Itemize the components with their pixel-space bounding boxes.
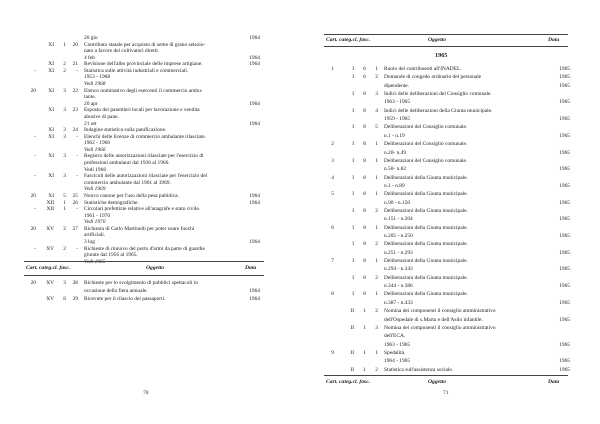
- entry-desc: Deliberazioni del Consiglio comunale.: [384, 141, 468, 148]
- entry-c3: 1: [363, 349, 366, 356]
- entry-c2: II: [350, 324, 354, 331]
- entry-desc: n.294 - n.343: [384, 266, 413, 273]
- entry-c2: XV: [46, 245, 54, 252]
- entry-c3: 6: [363, 74, 366, 81]
- entry-c4: 2: [375, 366, 378, 373]
- entry-desc: Deliberazioni del Consiglio comunale.: [384, 124, 468, 131]
- entry-desc: Deliberazioni della Giunta municipale.: [384, 207, 468, 214]
- entry-c4: 28: [72, 280, 78, 286]
- entry-c2: XV: [46, 296, 54, 302]
- entry-c4: 22: [72, 87, 78, 94]
- entry-c4: -: [76, 153, 78, 160]
- entry-c4: 1: [375, 291, 378, 298]
- entry-date: 1965: [559, 116, 570, 123]
- entry-desc: n.20- n.49: [384, 149, 407, 156]
- entry-c2: I: [352, 241, 354, 248]
- entry-desc: Vedi 1968: [84, 81, 106, 88]
- entry-c4: 1: [375, 349, 378, 356]
- entry-desc: 1963 - 1965: [384, 99, 411, 106]
- entry-desc: 20 giu: [84, 35, 98, 41]
- entry-c1: 4: [331, 174, 334, 181]
- right-header-rule-bottom: [324, 46, 568, 47]
- entry-c1: 5: [331, 191, 334, 198]
- entry-c1: -: [34, 173, 36, 180]
- entry-desc: Ruolo dei contribuenti all'INADEL.: [384, 66, 462, 72]
- entry-c4: 1: [375, 157, 378, 164]
- entry-date: 1964: [249, 192, 260, 199]
- entry-date: 1965: [559, 249, 570, 256]
- entry-date: 1965: [559, 341, 570, 348]
- entry-desc: Indici delle deliberazioni della Giunta municipale.: [384, 107, 493, 114]
- entry-desc: Deliberazioni della Giunta municipale.: [384, 241, 468, 248]
- entry-desc: n.50- n.82: [384, 166, 407, 173]
- entry-desc: Domande di congedo ordinario del personale: [384, 74, 482, 81]
- year-heading: 1965: [435, 52, 448, 59]
- entry-date: 1965: [559, 233, 570, 239]
- entry-date: 1965: [559, 299, 570, 306]
- entry-c1: 2: [331, 141, 334, 148]
- entry-c3: 2: [63, 225, 66, 232]
- left-header-rule-top: [24, 261, 264, 262]
- entry-desc: 1964 - 1965: [384, 358, 411, 365]
- entry-c3: 8: [363, 141, 366, 148]
- entry-c4: 26: [72, 199, 78, 206]
- entry-c2: I: [352, 174, 354, 181]
- entry-desc: n.151 - n.204: [384, 216, 413, 223]
- entry-c2: XI: [48, 107, 54, 114]
- entry-c3: 8: [63, 296, 66, 302]
- entry-c1: 20: [30, 192, 36, 199]
- entry-c2: I: [352, 74, 354, 81]
- entry-c3: 2: [63, 67, 66, 74]
- entry-c2: XI: [48, 133, 54, 140]
- entry-c4: 25: [72, 192, 78, 199]
- entry-desc: Deliberazioni della Giunta municipale.: [384, 274, 468, 281]
- right-header-data: Data: [548, 37, 560, 43]
- page-number-left: 70: [143, 390, 149, 396]
- entry-c3: 8: [363, 291, 366, 298]
- entry-c1: 1: [331, 66, 334, 72]
- left-header-data: Data: [245, 265, 257, 271]
- entry-c3: 8: [363, 274, 366, 281]
- entry-desc: 21 ott: [84, 120, 97, 127]
- entry-c2: I: [352, 91, 354, 98]
- entry-date: 1965: [559, 199, 570, 206]
- entry-desc: giurate dal 1956 al 1965.: [84, 252, 138, 259]
- entry-desc: 1953 - 1968: [84, 74, 111, 81]
- entry-c3: 1: [363, 308, 366, 315]
- entry-c3: 3: [63, 107, 66, 114]
- entry-desc: Registro delle autorizzazioni rilasciate per l'esercizio di: [84, 153, 204, 160]
- entry-desc: Richieste di rinnovo del porto d'armi da parte di guardie: [84, 245, 205, 252]
- entry-c1: 20: [30, 225, 36, 232]
- entry-desc: n.387 - n.433: [384, 299, 413, 306]
- entry-desc: n.90 - n.150: [384, 199, 411, 206]
- entry-c4: 3: [375, 324, 378, 331]
- entry-c3: 2: [63, 245, 66, 252]
- entry-c2: I: [352, 124, 354, 131]
- entry-desc: Deliberazioni della Giunta municipale.: [384, 191, 468, 198]
- entry-date: 1965: [559, 66, 570, 72]
- entry-desc: 1962 - 1966: [84, 140, 111, 147]
- entry-c3: 1: [63, 41, 66, 48]
- entry-c2: II: [350, 308, 354, 315]
- entry-c1: -: [34, 245, 36, 252]
- entry-c2: I: [352, 224, 354, 231]
- entry-c4: 1: [375, 258, 378, 265]
- entry-date: 1965: [559, 132, 570, 139]
- entry-c1: -: [34, 67, 36, 74]
- entry-desc: nato a favore dei coltivatori diretti.: [84, 48, 160, 55]
- entry-c3: 8: [363, 124, 366, 131]
- entry-desc: dell'ECA.: [384, 333, 406, 340]
- entry-c4: 2: [375, 274, 378, 281]
- entry-desc: dipendente.: [384, 82, 409, 89]
- entry-c4: 20: [72, 41, 78, 48]
- entry-c2: I: [352, 291, 354, 298]
- entry-date: 1964: [249, 100, 260, 107]
- entry-c2: XII: [46, 206, 54, 213]
- entry-c2: XII: [46, 199, 54, 206]
- entry-c4: 24: [72, 127, 78, 134]
- entry-desc: Spedalità.: [384, 349, 406, 356]
- entry-desc: n.1 - n.19: [384, 132, 405, 139]
- entry-desc: Ricevute per il rilascio dei passaporti.: [84, 296, 166, 302]
- page-number-right: 71: [443, 390, 449, 396]
- entry-desc: Vedi 1970: [84, 219, 106, 226]
- entry-c3: 1: [63, 206, 66, 213]
- entry-date: 1965: [559, 266, 570, 273]
- entry-desc: Elenco nominativo degli esercenti il commercio ambu-: [84, 87, 203, 94]
- entry-c4: 2: [375, 74, 378, 81]
- left-header-cart: Cart. categ.cl. fasc.: [26, 265, 71, 271]
- entry-date: 1964: [249, 296, 260, 302]
- entry-date: 1965: [559, 182, 570, 189]
- entry-c3: 5: [63, 192, 66, 199]
- entry-c4: -: [76, 133, 78, 140]
- entry-date: 1964: [249, 120, 260, 127]
- entry-c4: -: [76, 67, 78, 74]
- entry-desc: Vedi 1966: [84, 166, 107, 173]
- entry-c3: 8: [363, 224, 366, 231]
- entry-desc: Vedi 1969: [84, 186, 106, 193]
- entry-desc: Deliberazioni del Consiglio comunale.: [384, 157, 468, 164]
- right-header-rule-top: [324, 34, 568, 35]
- entry-c2: XI: [48, 127, 54, 134]
- entry-c2: I: [352, 207, 354, 214]
- entry-c3: 8: [363, 107, 366, 114]
- entry-c1: 20: [30, 87, 36, 94]
- entry-desc: Circolari prefettizie relative all'anagrafe e stato civile.: [84, 206, 201, 213]
- entry-desc: commercio ambulante dal 1961 al 1969.: [84, 179, 171, 186]
- entry-c4: 3: [375, 91, 378, 98]
- entry-desc: 4 feb: [84, 54, 95, 61]
- entry-c3: 3: [63, 133, 66, 140]
- entry-c1: 3: [331, 157, 334, 164]
- entry-c3: 6: [363, 66, 366, 72]
- right-footer-rule: [324, 375, 568, 376]
- entry-desc: dell'Ospedale di s.Marta e dell'Asilo infantile.: [384, 316, 483, 323]
- entry-c4: 1: [375, 141, 378, 148]
- entry-desc: Statistica sull'assistenza sociale.: [384, 366, 454, 373]
- entry-date: 1965: [559, 166, 570, 173]
- entry-c3: 3: [63, 87, 66, 94]
- entry-c1: 8: [331, 291, 334, 298]
- entry-c3: 1: [363, 324, 366, 331]
- entry-c3: 3: [63, 153, 66, 160]
- entry-desc: Deliberazioni della Giunta municipale.: [384, 174, 468, 181]
- entry-desc: Vedi 1965: [84, 258, 106, 265]
- entry-desc: n.344 - n.386: [384, 283, 413, 290]
- entry-desc: lante.: [84, 94, 96, 101]
- entry-c1: 7: [331, 258, 334, 265]
- entry-desc: Indagine statistica sulla panificazione.: [84, 127, 167, 134]
- entry-c2: I: [352, 141, 354, 148]
- right-footer-cart: Cart. categ.cl. fasc.: [326, 379, 371, 385]
- entry-c2: XI: [48, 41, 54, 48]
- right-header-cart: Cart. categ.cl. fasc.: [326, 37, 371, 43]
- entry-desc: Statistica sulle attività industriali e commerciali.: [84, 67, 189, 74]
- entry-desc: n.251 - n.293: [384, 249, 413, 256]
- entry-desc: Nomina dei componenti il consiglio amministrativo: [384, 324, 496, 331]
- entry-c4: 5: [375, 124, 378, 131]
- entry-desc: Deliberazioni della Giunta municipale.: [384, 224, 468, 231]
- entry-c4: 4: [375, 107, 378, 114]
- entry-date: 1965: [559, 149, 570, 156]
- entry-c3: 8: [363, 157, 366, 164]
- entry-c3: 8: [363, 174, 366, 181]
- entry-desc: Deliberazioni della Giunta municipale.: [384, 258, 468, 265]
- entry-c3: 8: [363, 91, 366, 98]
- entry-c2: I: [352, 157, 354, 164]
- entry-date: 1964: [249, 54, 260, 61]
- entry-c2: XI: [48, 87, 54, 94]
- entry-desc: Revisione dell'albo provinciale delle imprese artigiane.: [84, 61, 203, 68]
- entry-date: 1964: [249, 199, 260, 206]
- entry-c2: XI: [48, 153, 54, 160]
- entry-c4: 2: [375, 207, 378, 214]
- entry-c1: 6: [331, 224, 334, 231]
- entry-date: 1965: [559, 283, 570, 290]
- entry-c2: XV: [46, 225, 54, 232]
- entry-c3: 3: [63, 127, 66, 134]
- entry-c3: 3: [63, 173, 66, 180]
- entry-date: 1965: [559, 216, 570, 223]
- right-footer-data: Data: [548, 379, 560, 385]
- right-header-oggetto: Oggetto: [428, 37, 447, 43]
- entry-c2: II: [350, 349, 354, 356]
- entry-c4: 1: [375, 66, 378, 72]
- right-footer-oggetto: Oggetto: [428, 379, 447, 385]
- entry-c3: 3: [63, 280, 66, 286]
- entry-c4: 1: [375, 191, 378, 198]
- entry-c3: 1: [63, 199, 66, 206]
- entry-date: 1964: [249, 288, 260, 294]
- entry-desc: n.1 - n.89: [384, 182, 405, 189]
- entry-c4: -: [76, 245, 78, 252]
- entry-c2: XI: [48, 61, 54, 68]
- entry-c2: XV: [46, 280, 54, 286]
- entry-c2: I: [352, 274, 354, 281]
- entry-c1: 20: [30, 280, 36, 286]
- entry-c4: 23: [72, 107, 78, 114]
- entry-c2: XI: [48, 173, 54, 180]
- entry-desc: Richiesta di Carlo Martinelli per poter usare fuochi: [84, 225, 195, 232]
- entry-desc: Fascicoli delle autorizzazioni rilasciate per l'esercizio del: [84, 173, 208, 180]
- entry-desc: Statistiche demografiche.: [84, 199, 139, 206]
- entry-c4: 2: [375, 241, 378, 248]
- entry-c1: -: [34, 206, 36, 213]
- entry-c4: 27: [72, 225, 78, 232]
- entry-desc: Richieste per lo svolgimento di pubblici spettacoli in: [84, 280, 198, 286]
- entry-desc: Contributo statale per acquisto di seme di grano selezio-: [84, 41, 206, 48]
- entry-desc: Nuovo canone per l'uso della pesa pubblica.: [84, 192, 179, 199]
- entry-c4: 1: [375, 224, 378, 231]
- entry-date: 1965: [559, 74, 570, 81]
- entry-c2: XI: [48, 67, 54, 74]
- entry-desc: 20 apr: [84, 100, 98, 107]
- entry-desc: 1961 - 1970: [84, 212, 111, 219]
- entry-c4: 29: [72, 296, 78, 302]
- entry-desc: Deliberazioni della Giunta municipale.: [384, 291, 468, 298]
- entry-date: 1965: [559, 99, 570, 106]
- entry-desc: abusive di pane.: [84, 113, 119, 120]
- entry-date: 1965: [559, 82, 570, 89]
- entry-desc: Esposto dei panettieri locali per lavorazione e vendita: [84, 107, 200, 114]
- entry-c4: 1: [375, 174, 378, 181]
- entry-desc: Indici delle deliberazioni del Consiglio comunale.: [384, 91, 492, 98]
- entry-c3: 8: [363, 191, 366, 198]
- right-page: [300, 0, 600, 424]
- entry-desc: artificiali.: [84, 232, 106, 239]
- entry-desc: occasione della fiera annuale.: [84, 288, 148, 294]
- entry-desc: 1963 - 1965: [384, 341, 411, 348]
- entry-desc: n.205 - n.250: [384, 233, 413, 239]
- entry-c3: 8: [363, 241, 366, 248]
- entry-c1: -: [34, 133, 36, 140]
- entry-desc: 3 lug: [84, 238, 95, 245]
- entry-c1: -: [34, 153, 36, 160]
- entry-c4: 21: [72, 61, 78, 68]
- entry-desc: Nomina dei componenti il consiglio amministrativo: [384, 308, 496, 315]
- entry-c4: -: [76, 173, 78, 180]
- entry-desc: Elenchi delle licenze di commercio ambulante rilasciate.: [84, 133, 206, 140]
- left-header-rule-bottom: [24, 275, 264, 276]
- entry-date: 1964: [249, 35, 260, 41]
- entry-c2: I: [352, 66, 354, 72]
- entry-c3: 8: [363, 258, 366, 265]
- entry-c2: XI: [48, 192, 54, 199]
- entry-c3: 1: [363, 366, 366, 373]
- entry-desc: Vedi 1966: [84, 146, 106, 153]
- entry-c4: -: [76, 206, 78, 213]
- entry-c2: II: [350, 366, 354, 373]
- entry-c2: I: [352, 107, 354, 114]
- entry-date: 1965: [559, 366, 570, 373]
- entry-desc: 1959 - 1965: [384, 116, 411, 123]
- left-header-oggetto: Oggetto: [146, 265, 165, 271]
- entry-date: 1964: [249, 238, 260, 245]
- entry-date: 1965: [559, 358, 570, 365]
- entry-c2: I: [352, 258, 354, 265]
- entry-c1: 9: [331, 349, 334, 356]
- entry-c4: 2: [375, 308, 378, 315]
- entry-desc: professioni ambulanti dal 1936 al 1966.: [84, 160, 170, 167]
- entry-c2: I: [352, 191, 354, 198]
- entry-date: 1965: [559, 316, 570, 323]
- entry-c3: 8: [363, 207, 366, 214]
- entry-date: 1964: [249, 61, 260, 68]
- entry-c3: 2: [63, 61, 66, 68]
